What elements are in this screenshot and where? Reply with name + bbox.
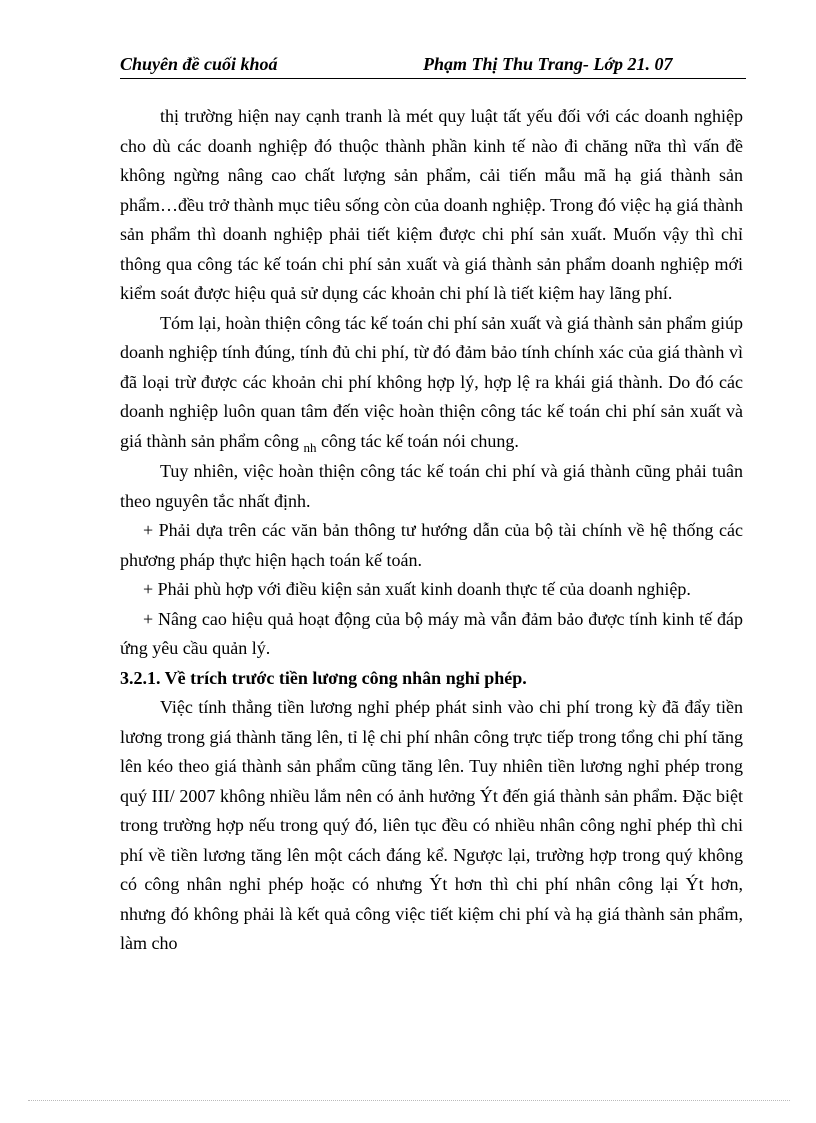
paragraph-2-text-b: công tác kế toán nói chung. xyxy=(320,430,519,451)
header-right-author: Phạm Thị Thu Trang- Lớp 21. 07 xyxy=(423,54,673,74)
bullet-1: + Phải dựa trên các văn bản thông tư hướng dẫn của bộ tài chính về hệ thống các phương pháp thực hiện hạch toán kế toán. xyxy=(120,520,743,570)
document-body xyxy=(120,102,743,959)
paragraph-2-text-a: Tóm lại, hoàn thiện công tác kế toán chi phí sản xuất và giá thành sản phẩm giúp doanh nghiệp tính đúng, tính đủ chi phí, từ đó đảm bảo tính chính xác của giá thành vì đã loại trừ được các khoản chi phí không hợp lý, hợp lệ ra khái giá thành. Do đó các doanh nghiệp luôn quan tâm đến việc hoàn thiện công tác kế toán chi phí sản xuất và giá thành sản phẩm công xyxy=(120,312,743,451)
bullet-3: + Nâng cao hiệu quả hoạt động của bộ máy mà vẫn đảm bảo được tính kinh tế đáp ứng yêu cầu quản lý. xyxy=(120,608,743,658)
paragraph-4: Việc tính thẳng tiền lương nghỉ phép phát sinh vào chi phí trong kỳ đã đẩy tiền lương trong giá thành tăng lên, tỉ lệ chi phí nhân công trực tiếp trong tổng chi phí tăng lên kéo theo giá thành sản phẩm cũng tăng lên. Tuy nhiên tiền lương nghỉ phép trong quý III/ 2007 không nhiều lắm nên có ảnh hưởng Ýt đến giá thành sản phẩm. Đặc biệt trong trường hợp nếu trong quý đó, liên tục đều có nhiều nhân công nghỉ phép thì chi phí về tiền lương tăng lên một cách đáng kể. Ngược lại, trường hợp trong quý không có công nhân nghỉ phép hoặc có nhưng Ýt hơn thì chi phí nhân công lại Ýt hơn, nhưng đó không phải là kết quả công việc tiết kiệm chi phí và hạ giá thành sản phẩm, làm cho xyxy=(120,697,743,953)
paragraph-1: thị trường hiện nay cạnh tranh là mét quy luật tất yếu đối với các doanh nghiệp cho dù các doanh nghiệp đó thuộc thành phần kinh tế nào đi chăng nữa thì vấn đề không ngừng nâng cao chất lượng sản phẩm, cải tiến mẫu mã hạ giá thành sản phẩm…đều trở thành mục tiêu sống còn của doanh nghiệp. Trong đó việc hạ giá thành sản phẩm thì doanh nghiệp phải tiết kiệm được chi phí sản xuất. Muốn vậy thì chỉ thông qua công tác kế toán chi phí sản xuất và giá thành sản phẩm doanh nghiệp mới kiểm soát được hiệu quả sử dụng các khoản chi phí là tiết kiệm hay lãng phí. xyxy=(120,106,743,303)
header-left-title: Chuyên đề cuối khoá xyxy=(120,54,278,74)
paragraph-2-subscript: nh xyxy=(303,439,317,455)
paragraph-2 xyxy=(120,309,743,458)
page-header xyxy=(120,52,746,79)
bullet-2: + Phải phù hợp với điều kiện sản xuất kinh doanh thực tế của doanh nghiệp. xyxy=(143,579,691,599)
footer-divider xyxy=(28,1100,790,1101)
section-heading: 3.2.1. Về trích trước tiền lương công nhân nghỉ phép. xyxy=(120,667,527,688)
paragraph-3: Tuy nhiên, việc hoàn thiện công tác kế toán chi phí và giá thành cũng phải tuân theo nguyên tắc nhất định. xyxy=(120,461,743,511)
